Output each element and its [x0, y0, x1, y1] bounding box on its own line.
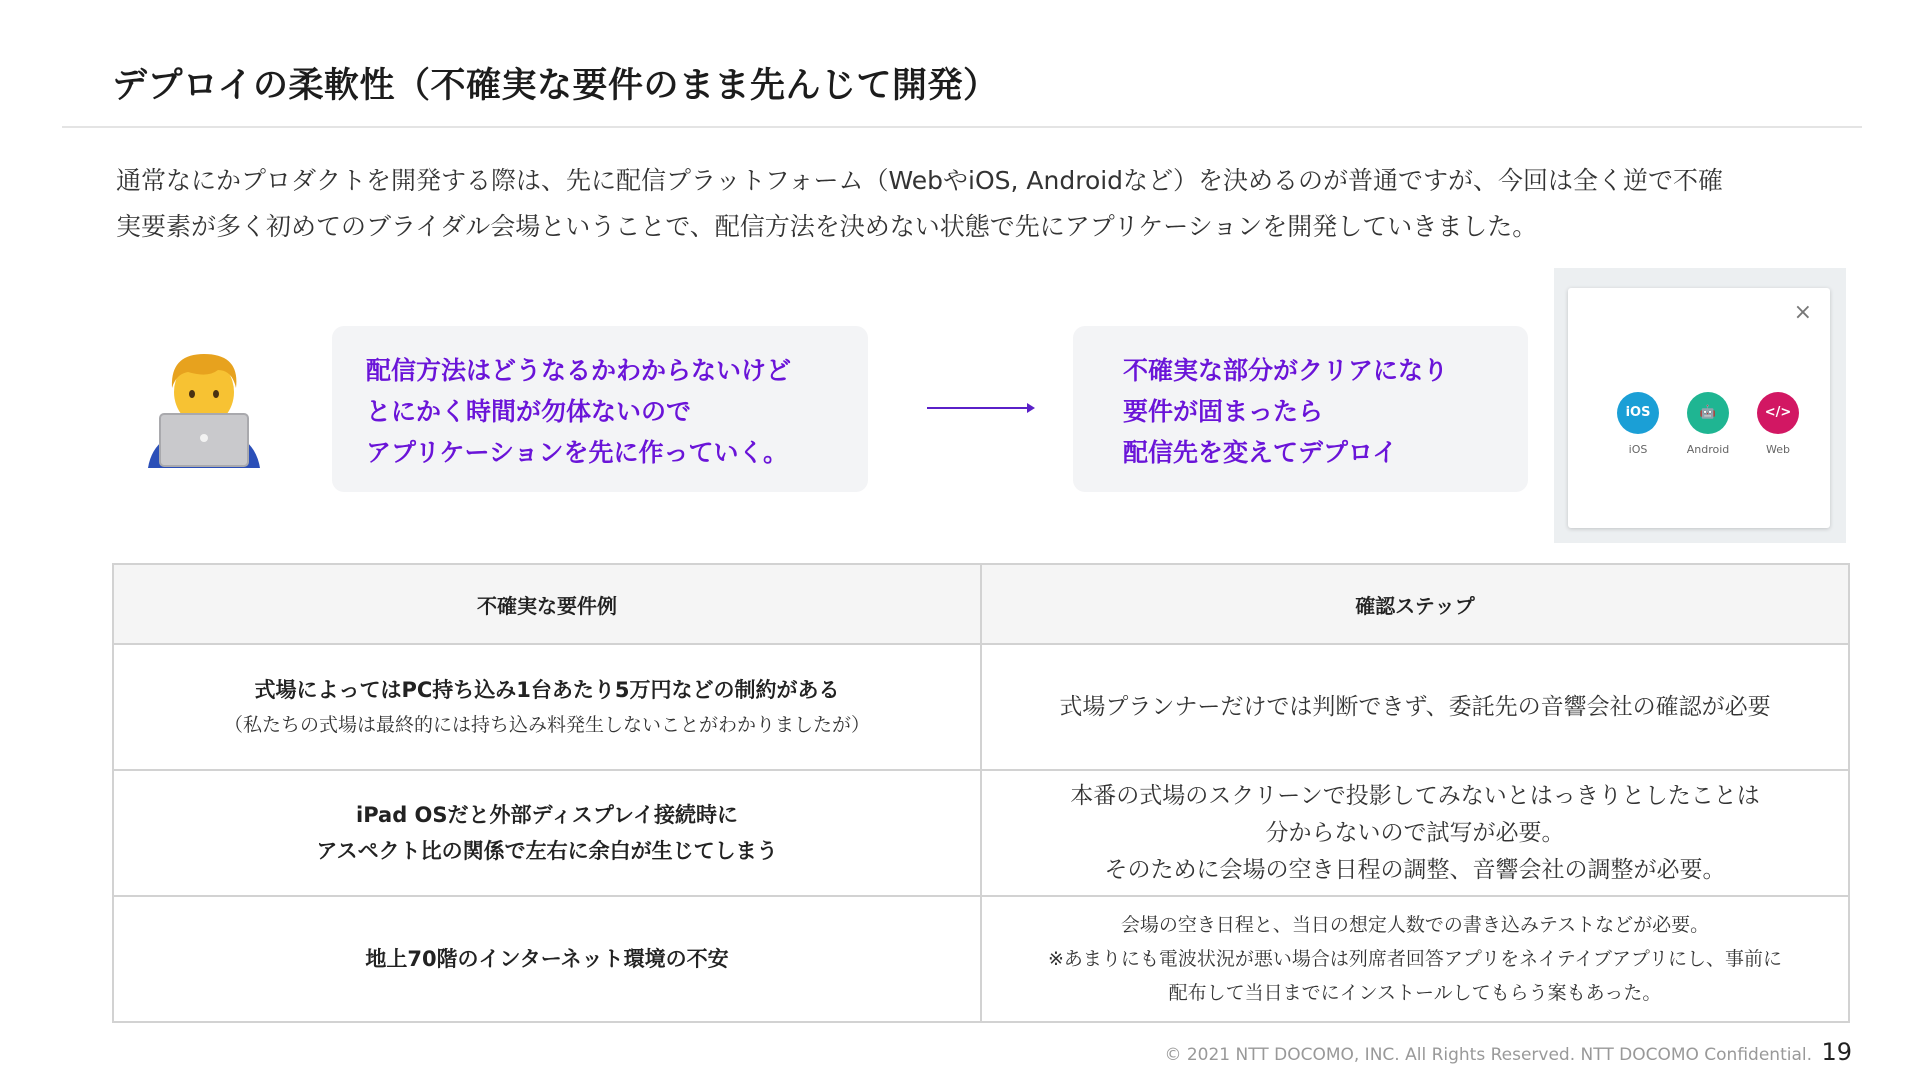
platform-label: Web — [1766, 443, 1790, 456]
step-line: 式場プランナーだけでは判断できず、委託先の音響会社の確認が必要 — [1059, 693, 1771, 720]
step-line: ※あまりにも電波状況が悪い場合は列席者回答アプリをネイテイブアプリにし、事前に — [1047, 948, 1783, 970]
man-technologist-emoji-icon — [148, 348, 260, 468]
android-badge-icon: 🤖 — [1687, 392, 1729, 434]
web-code-icon: </> — [1757, 392, 1799, 434]
callout-line: とにかく時間が勿体ないので — [366, 397, 692, 426]
table-row — [113, 644, 1849, 770]
step-line: 配布して当日までにインストールしてもらう案もあった。 — [1168, 982, 1662, 1004]
table-row — [113, 770, 1849, 896]
slide-title: デプロイの柔軟性（不確実な要件のまま先んじて開発） — [112, 66, 999, 106]
step-cell — [981, 770, 1849, 896]
callout-line: 配信方法はどうなるかわからないけど — [366, 356, 792, 385]
callout-line: 要件が固まったら — [1123, 397, 1324, 426]
intro-paragraph — [116, 158, 1856, 250]
callout-deploy-later — [1073, 326, 1528, 492]
requirement-text: iPad OSだと外部ディスプレイ接続時に — [356, 803, 738, 827]
platform-option-android[interactable] — [1678, 392, 1738, 456]
requirement-cell — [113, 896, 981, 1022]
callout-line: 不確実な部分がクリアになり — [1123, 356, 1449, 385]
intro-line: 通常なにかプロダクトを開発する際は、先に配信プラットフォーム（WebやiOS, Androidなど）を決めるのが普通ですが、今回は全く逆で不確 — [116, 166, 1724, 195]
platform-dialog-screenshot — [1554, 268, 1846, 543]
platform-option-ios[interactable] — [1608, 392, 1668, 456]
callout-develop-first — [332, 326, 868, 492]
step-line: 会場の空き日程と、当日の想定人数での書き込みテストなどが必要。 — [1120, 914, 1710, 936]
column-header-requirement: 不確実な要件例 — [113, 564, 981, 644]
table-row — [113, 896, 1849, 1022]
requirement-text: 式場によってはPC持ち込み1台あたり5万円などの制約がある — [254, 678, 840, 702]
requirement-cell — [113, 770, 981, 896]
platform-label: Android — [1686, 443, 1730, 456]
platform-option-web[interactable] — [1748, 392, 1808, 456]
callout-line: アプリケーションを先に作っていく。 — [366, 438, 789, 467]
step-line: そのために会場の空き日程の調整、音響会社の調整が必要。 — [1104, 856, 1726, 883]
step-line: 分からないので試写が必要。 — [1265, 819, 1565, 846]
requirement-cell — [113, 644, 981, 770]
page-number: 19 — [1821, 1038, 1852, 1066]
step-line: 本番の式場のスクリーンで投影してみないとはっきりとしたことは — [1070, 782, 1760, 809]
title-divider — [62, 126, 1862, 128]
requirement-text: アスペクト比の関係で左右に余白が生じてしまう — [316, 839, 778, 863]
column-header-steps: 確認ステップ — [981, 564, 1849, 644]
step-cell — [981, 896, 1849, 1022]
requirement-text: 地上70階のインターネット環境の不安 — [365, 947, 729, 971]
table-header-row — [113, 564, 1849, 644]
copyright-footer: © 2021 NTT DOCOMO, INC. All Rights Reserved. NTT DOCOMO Confidential. — [1164, 1045, 1812, 1065]
requirement-note: （私たちの式場は最終的には持ち込み料発生しないことがわかりましたが） — [223, 714, 870, 736]
platform-dialog — [1568, 288, 1830, 528]
uncertain-requirements-table — [112, 563, 1850, 1023]
step-cell — [981, 644, 1849, 770]
close-icon[interactable]: × — [1793, 300, 1812, 325]
callout-line: 配信先を変えてデプロイ — [1123, 438, 1398, 467]
platform-label: iOS — [1628, 443, 1648, 456]
arrow-right-icon — [927, 400, 1035, 416]
ios-badge-icon: iOS — [1617, 392, 1659, 434]
intro-line: 実要素が多く初めてのブライダル会場ということで、配信方法を決めない状態で先にアプリケーションを開発していきました。 — [116, 212, 1538, 241]
